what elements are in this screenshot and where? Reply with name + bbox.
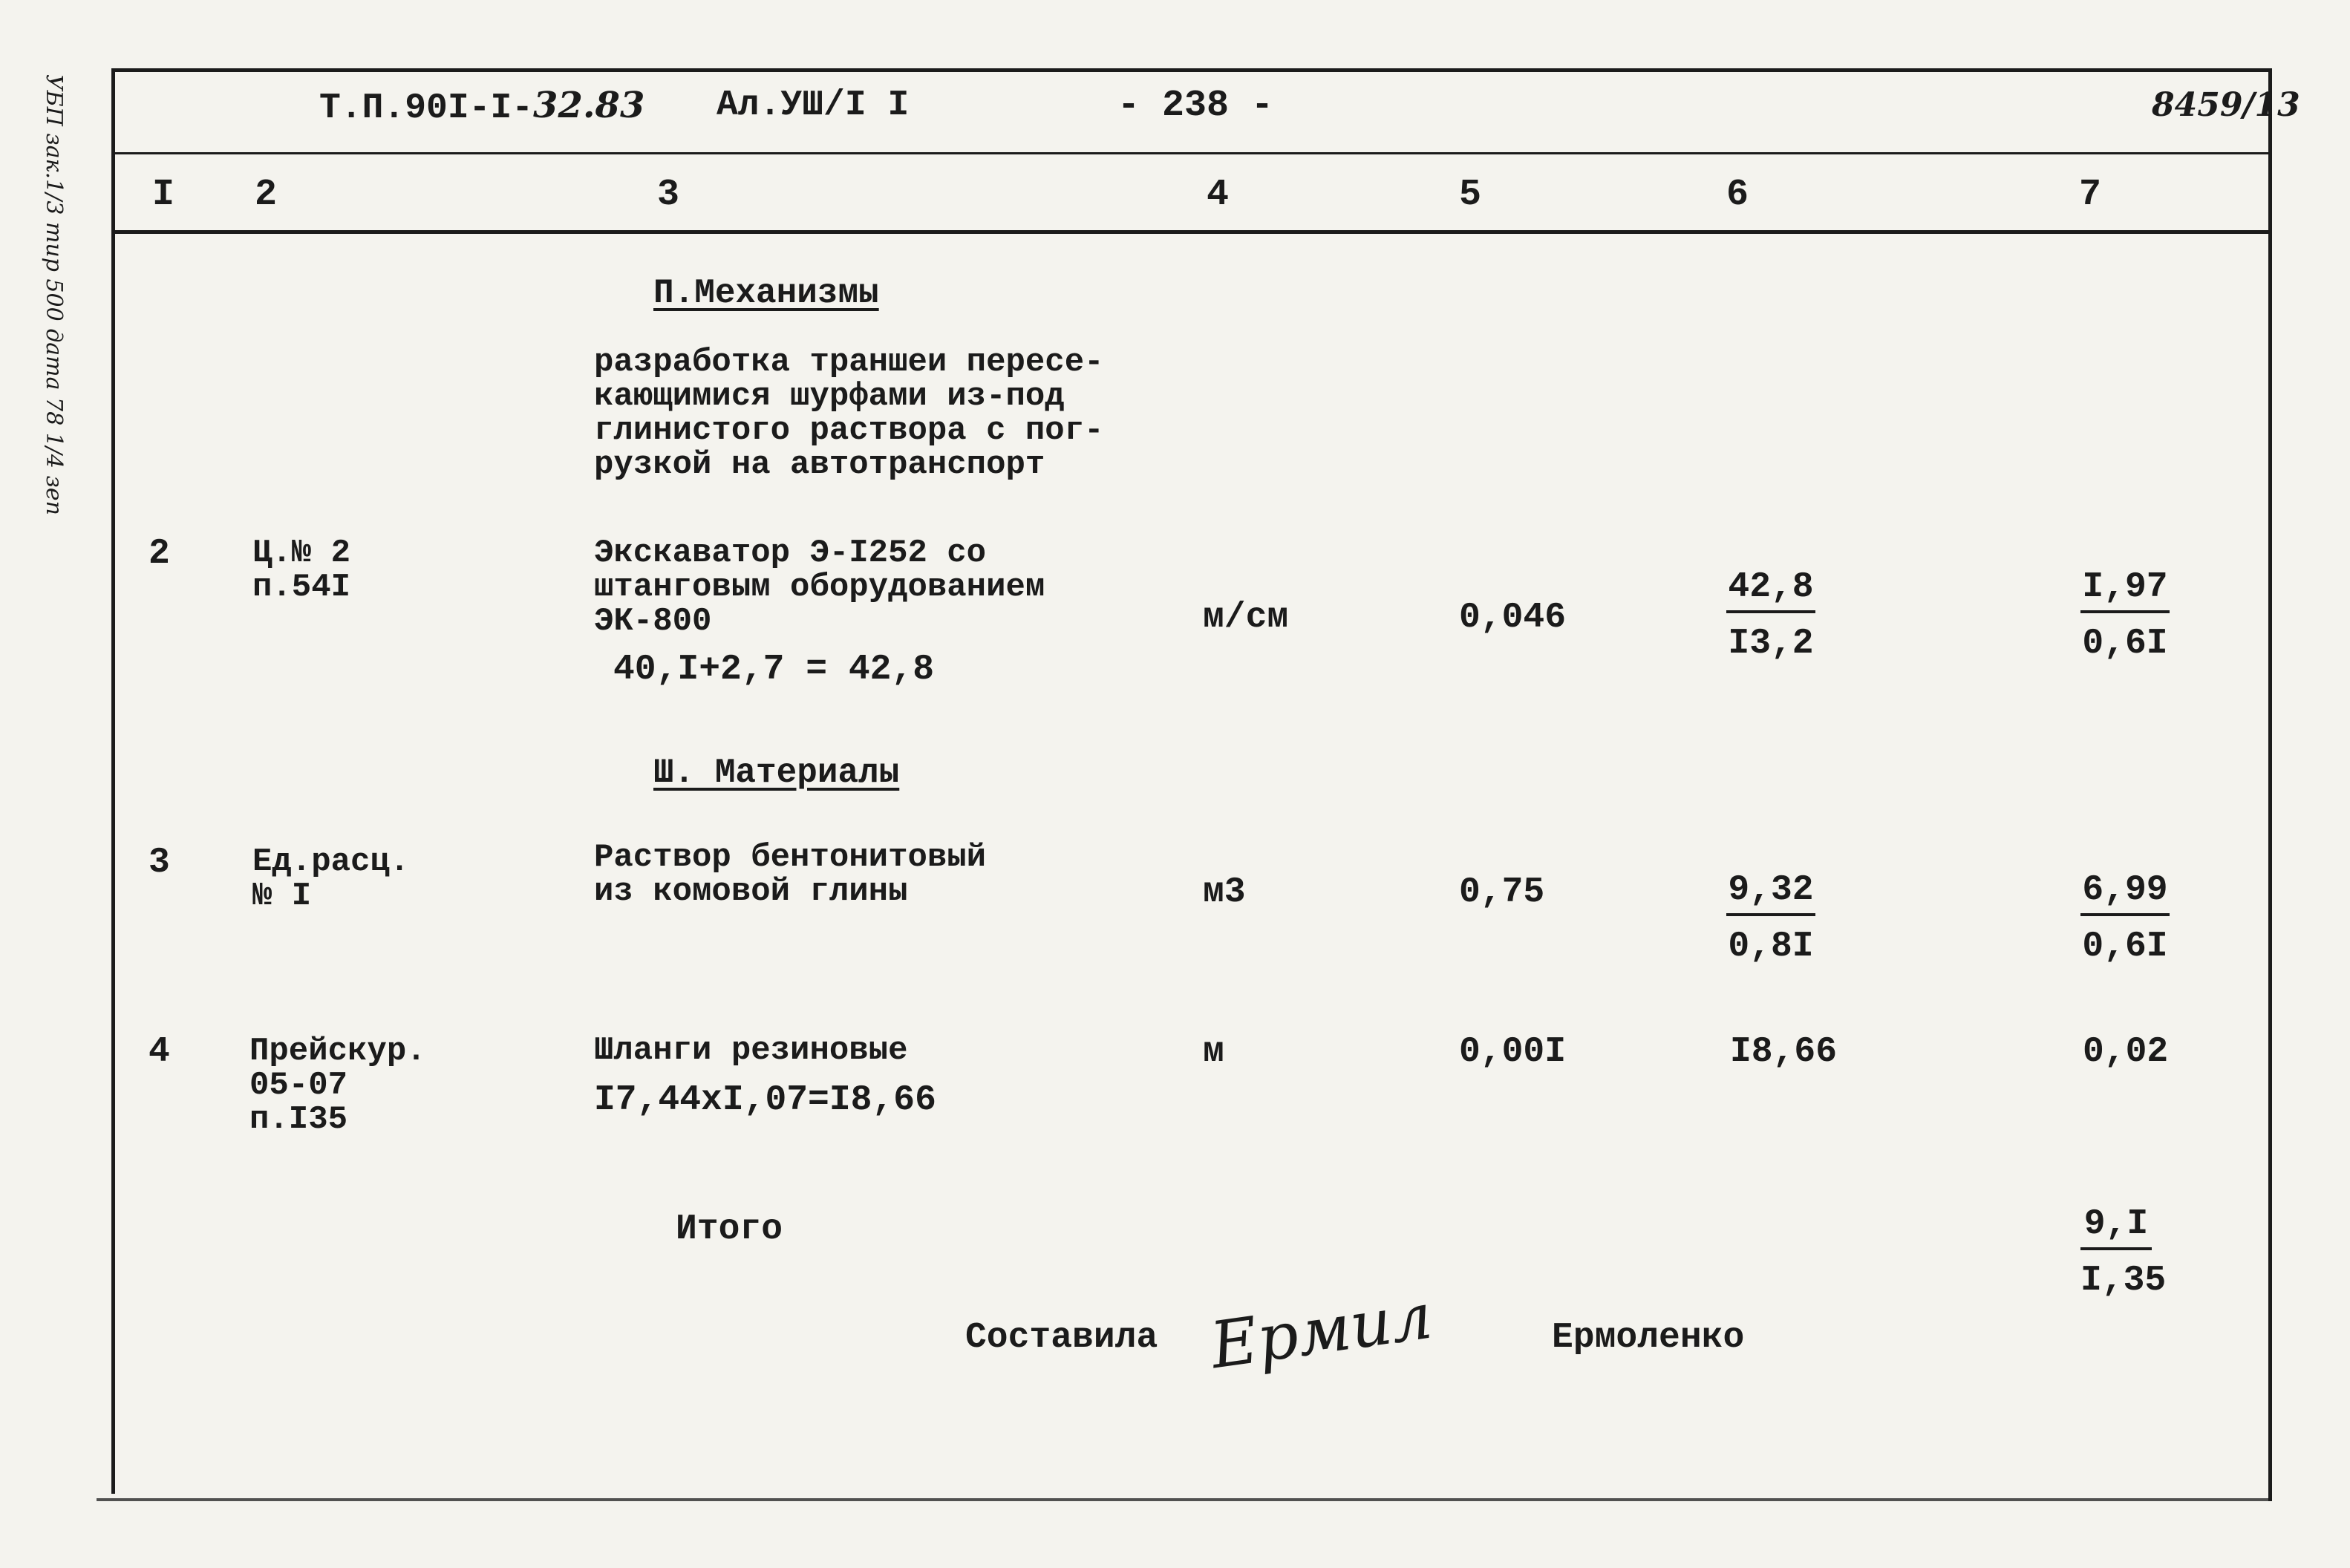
handwritten-signature: Ермил (1206, 1278, 1437, 1384)
signatory-name: Ермоленко (1552, 1318, 1745, 1358)
signature-label: Составила (965, 1318, 1158, 1358)
row-quantity: 0,046 (1459, 598, 1567, 638)
row-name: Шланги резиновые (594, 1032, 908, 1069)
row-unit: м (1203, 1032, 1224, 1072)
row-source: Прейскур. 05-07 п.I35 (249, 1033, 426, 1138)
column-number-3: 3 (657, 174, 680, 216)
frame-top (111, 68, 2272, 72)
frame-bottom (97, 1498, 2272, 1501)
row-cost: 0,02 (2083, 1032, 2169, 1072)
row-quantity: 0,75 (1459, 872, 1545, 912)
row-name: Экскаватор Э-I252 со штанговым оборудованием ЭК-800 (594, 535, 1045, 640)
total-label: Итого (676, 1209, 783, 1250)
album-number: Ал.УШ/I I (717, 85, 910, 125)
row-cost (2080, 870, 2170, 967)
unit-price-total: 42,8 (1726, 567, 1815, 613)
row-cost (2080, 567, 2170, 664)
row-number: 4 (148, 1032, 170, 1072)
margin-stamp: УБП зак.1/3 тир 500 дата 78 1/4 зеп (41, 74, 67, 515)
total-value (2080, 1204, 2167, 1301)
total-wages: I,35 (2080, 1261, 2167, 1301)
cost-wages: 0,6I (2082, 624, 2168, 664)
section-materials-title: Ш. Материалы (653, 754, 900, 792)
cost-wages: 0,6I (2082, 927, 2168, 967)
columns-divider (111, 230, 2272, 234)
row-calculation: 40,I+2,7 = 42,8 (613, 650, 935, 690)
section-mechanisms-description: разработка траншеи пересе- кающимися шурфами из-под глинистого раствора с пог- рузкой на автотранспорт (594, 344, 1104, 483)
row-number: 2 (148, 534, 170, 574)
row-source: Ед.расц. № I (252, 843, 410, 915)
section-mechanisms-title: П.Механизмы (653, 274, 879, 313)
row-unit-price: I8,66 (1730, 1032, 1838, 1072)
page-number: - 238 - (1117, 85, 1274, 127)
project-code-handwritten: 32.83 (533, 85, 645, 126)
cost-total: I,97 (2080, 567, 2170, 613)
column-number-7: 7 (2079, 174, 2102, 216)
row-name: Раствор бентонитовый из комовой глины (594, 839, 987, 910)
inventory-number: 8459/13 (2152, 86, 2300, 124)
column-number-4: 4 (1207, 174, 1230, 216)
header-divider (111, 152, 2272, 154)
frame-left (111, 68, 115, 1494)
frame-right (2268, 68, 2272, 1501)
total-cost: 9,I (2080, 1204, 2152, 1250)
unit-price-total: 9,32 (1726, 870, 1815, 916)
row-calculation: I7,44xI,07=I8,66 (594, 1080, 936, 1120)
column-number-2: 2 (255, 174, 278, 216)
row-source: Ц.№ 2 п.54I (252, 535, 351, 606)
cost-total: 6,99 (2080, 870, 2170, 916)
column-number-1: I (152, 174, 175, 216)
column-number-5: 5 (1459, 174, 1482, 216)
row-unit: м/см (1203, 598, 1289, 638)
row-unit: м3 (1203, 872, 1246, 912)
project-code: Т.П.90I-I-32.83 (319, 85, 645, 128)
row-quantity: 0,00I (1459, 1032, 1567, 1072)
row-unit-price (1726, 870, 1815, 967)
row-number: 3 (148, 843, 170, 883)
unit-price-wages: 0,8I (1728, 927, 1814, 967)
unit-price-wages: I3,2 (1728, 624, 1814, 664)
row-unit-price (1726, 567, 1815, 664)
column-number-6: 6 (1726, 174, 1749, 216)
